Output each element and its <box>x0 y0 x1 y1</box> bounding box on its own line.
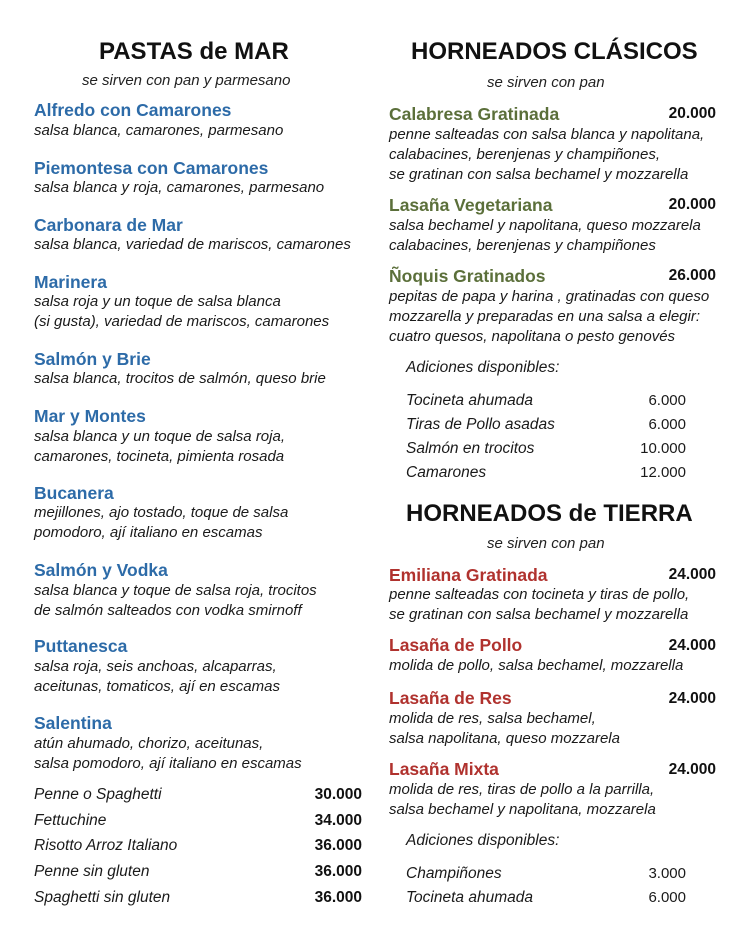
pasta-type-name: Risotto Arroz Italiano <box>34 837 178 854</box>
dish-name: Carbonara de Mar <box>34 215 183 235</box>
dish-name: Ñoquis Gratinados <box>389 266 546 286</box>
tierra-subtitle: se sirven con pan <box>487 535 605 552</box>
addition-name: Camarones <box>406 464 487 481</box>
addition-price: 3.000 <box>648 865 686 882</box>
pasta-type-price: 36.000 <box>314 863 362 880</box>
dish-description: salsa roja, seis anchoas, alcaparras, aceitunas, tomaticos, ají en escamas <box>34 658 280 695</box>
dish-name: Mar y Montes <box>34 406 146 426</box>
dish-description: salsa blanca y un toque de salsa roja, camarones, tocineta, pimienta rosada <box>34 428 285 465</box>
dish-price: 24.000 <box>668 690 716 707</box>
pasta-type-price: 34.000 <box>314 812 362 829</box>
dish-description: mejillones, ajo tostado, toque de salsa pomodoro, ají italiano en escamas <box>34 504 289 541</box>
dish-description: salsa bechamel y napolitana, queso mozzarela calabacines, berenjenas y champiñones <box>389 217 701 254</box>
addition-name: Champiñones <box>406 865 502 882</box>
dish-description: penne salteadas con salsa blanca y napolitana, calabacines, berenjenas y champiñones, se gratinan con salsa bechamel y mozzarella <box>389 126 705 183</box>
addition-name: Tocineta ahumada <box>406 889 533 906</box>
dish-description: atún ahumado, chorizo, aceitunas, salsa pomodoro, ají italiano en escamas <box>34 735 302 772</box>
pasta-type-price: 36.000 <box>314 837 362 854</box>
addition-price: 10.000 <box>640 440 686 457</box>
pastas-title: PASTAS de MAR <box>99 38 289 65</box>
pasta-type-price: 36.000 <box>314 889 362 906</box>
dish-name: Piemontesa con Camarones <box>34 158 269 178</box>
dish-name: Lasaña Mixta <box>389 759 499 779</box>
addition-name: Tiras de Pollo asadas <box>406 416 555 433</box>
dish-name: Salentina <box>34 713 112 733</box>
addition-price: 6.000 <box>648 416 686 433</box>
dish-name: Lasaña de Res <box>389 688 512 708</box>
dish-name: Bucanera <box>34 483 114 503</box>
dish-price: 20.000 <box>668 196 716 213</box>
dish-description: pepitas de papa y harina , gratinadas con queso mozzarella y preparadas en una salsa a elegir: cuatro quesos, napolitana o pesto genovés <box>389 288 710 345</box>
addition-price: 6.000 <box>648 889 686 906</box>
additions-label: Adiciones disponibles: <box>406 359 560 376</box>
pasta-type-name: Penne sin gluten <box>34 863 150 880</box>
dish-name: Lasaña de Pollo <box>389 635 523 655</box>
dish-name: Calabresa Gratinada <box>389 104 560 124</box>
dish-description: molida de res, salsa bechamel, salsa napolitana, queso mozzarela <box>389 710 620 747</box>
dish-name: Salmón y Vodka <box>34 560 168 580</box>
dish-name: Alfredo con Camarones <box>34 100 232 120</box>
dish-description: molida de pollo, salsa bechamel, mozzarella <box>389 657 684 674</box>
dish-name: Emiliana Gratinada <box>389 565 548 585</box>
pasta-type-price: 30.000 <box>314 786 362 803</box>
dish-description: salsa roja y un toque de salsa blanca (si gusta), variedad de mariscos, camarones <box>34 293 330 330</box>
addition-price: 12.000 <box>640 464 686 481</box>
pastas-subtitle: se sirven con pan y parmesano <box>82 72 291 89</box>
addition-name: Salmón en trocitos <box>406 440 535 457</box>
clasicos-subtitle: se sirven con pan <box>487 74 605 91</box>
dish-name: Salmón y Brie <box>34 349 151 369</box>
dish-description: penne salteadas con tocineta y tiras de pollo, se gratinan con salsa bechamel y mozzarella <box>389 586 690 623</box>
dish-name: Lasaña Vegetariana <box>389 195 553 215</box>
additions-label: Adiciones disponibles: <box>406 832 560 849</box>
dish-price: 24.000 <box>668 761 716 778</box>
pasta-type-name: Penne o Spaghetti <box>34 786 162 803</box>
addition-name: Tocineta ahumada <box>406 392 533 409</box>
dish-description: salsa blanca, camarones, parmesano <box>34 122 284 139</box>
dish-description: salsa blanca y toque de salsa roja, trocitos de salmón salteados con vodka smirnoff <box>34 582 317 619</box>
dish-price: 20.000 <box>668 105 716 122</box>
tierra-title: HORNEADOS de TIERRA <box>406 500 693 527</box>
clasicos-title: HORNEADOS CLÁSICOS <box>411 38 698 65</box>
pasta-type-name: Spaghetti sin gluten <box>34 889 171 906</box>
dish-description: salsa blanca, trocitos de salmón, queso brie <box>34 370 326 387</box>
addition-price: 6.000 <box>648 392 686 409</box>
pasta-type-name: Fettuchine <box>34 812 107 829</box>
dish-description: salsa blanca y roja, camarones, parmesano <box>34 179 325 196</box>
dish-price: 24.000 <box>668 566 716 583</box>
dish-price: 26.000 <box>668 267 716 284</box>
dish-name: Marinera <box>34 272 107 292</box>
dish-description: salsa blanca, variedad de mariscos, camarones <box>34 236 351 253</box>
dish-name: Puttanesca <box>34 636 128 656</box>
dish-description: molida de res, tiras de pollo a la parrilla, salsa bechamel y napolitana, mozzarela <box>389 781 656 818</box>
dish-price: 24.000 <box>668 637 716 654</box>
